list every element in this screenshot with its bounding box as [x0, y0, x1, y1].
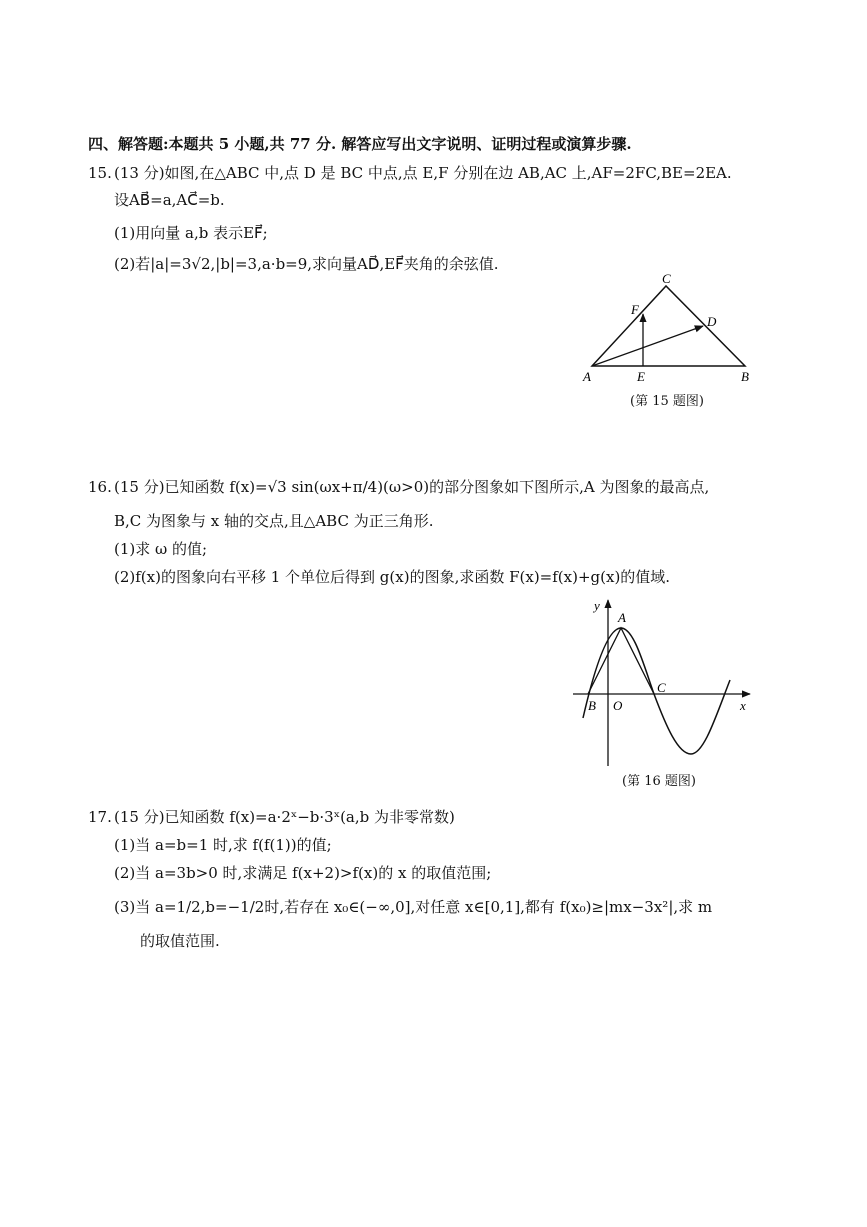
problem-15-line-2: 设AB⃗=a,AC⃗=b.	[114, 191, 225, 209]
label-x: x	[740, 698, 746, 713]
triangle-abc	[592, 286, 745, 366]
label-c: C	[662, 271, 671, 286]
problem-16-part-2: (2)f(x)的图象向右平移 1 个单位后得到 g(x)的图象,求函数 F(x)=f(x)+g(x)的值域.	[114, 568, 671, 586]
problem-15-part-2: (2)若|a|=3√2,|b|=3,a·b=9,求向量AD⃗,EF⃗夹角的余弦值.	[114, 255, 499, 273]
triangle-figure	[575, 270, 765, 388]
label-c: C	[657, 680, 666, 695]
figure-16-caption: (第 16 题图)	[622, 774, 696, 789]
problem-17-number: 17.	[88, 808, 112, 826]
label-d: D	[707, 314, 717, 329]
problem-17-part-1: (1)当 a=b=1 时,求 f(f(1))的值;	[114, 836, 332, 854]
triangle-abc-lines	[588, 628, 654, 694]
sine-graph-figure	[570, 596, 760, 768]
label-a: A	[583, 369, 591, 384]
vector-ad	[592, 326, 703, 366]
label-b: B	[741, 369, 749, 384]
problem-16-number: 16.	[88, 478, 112, 496]
figure-15-caption: (第 15 题图)	[630, 394, 704, 409]
problem-17-part-3-cont: 的取值范围.	[140, 932, 220, 950]
section-header: 四、解答题:本题共 5 小题,共 77 分. 解答应写出文字说明、证明过程或演算步骤.	[88, 135, 632, 153]
problem-17-line-1: 17. (15 分)已知函数 f(x)=a·2ˣ−b·3ˣ(a,b 为非零常数)	[88, 808, 455, 826]
problem-15-part-1: (1)用向量 a,b 表示EF⃗;	[114, 224, 268, 242]
problem-16-part-1: (1)求 ω 的值;	[114, 540, 208, 558]
label-o: O	[613, 698, 623, 713]
label-f: F	[631, 302, 639, 317]
problem-16-line-2: B,C 为图象与 x 轴的交点,且△ABC 为正三角形.	[114, 512, 434, 530]
problem-17-part-2: (2)当 a=3b>0 时,求满足 f(x+2)>f(x)的 x 的取值范围;	[114, 864, 492, 882]
problem-15-number: 15.	[88, 164, 112, 182]
label-e: E	[637, 369, 645, 384]
label-a: A	[618, 610, 626, 625]
problem-17-part-3: (3)当 a=1/2,b=−1/2时,若存在 x₀∈(−∞,0],对任意 x∈[0,1],都有 f(x₀)≥|mx−3x²|,求 m	[114, 898, 713, 916]
problem-16-line-1: 16. (15 分)已知函数 f(x)=√3 sin(ωx+π/4)(ω>0)的部分图象如下图所示,A 为图象的最高点,	[88, 478, 710, 496]
label-y: y	[594, 598, 600, 613]
label-b: B	[588, 698, 596, 713]
problem-15-line-1: 15. (13 分)如图,在△ABC 中,点 D 是 BC 中点,点 E,F 分别在边 AB,AC 上,AF=2FC,BE=2EA.	[88, 164, 732, 182]
